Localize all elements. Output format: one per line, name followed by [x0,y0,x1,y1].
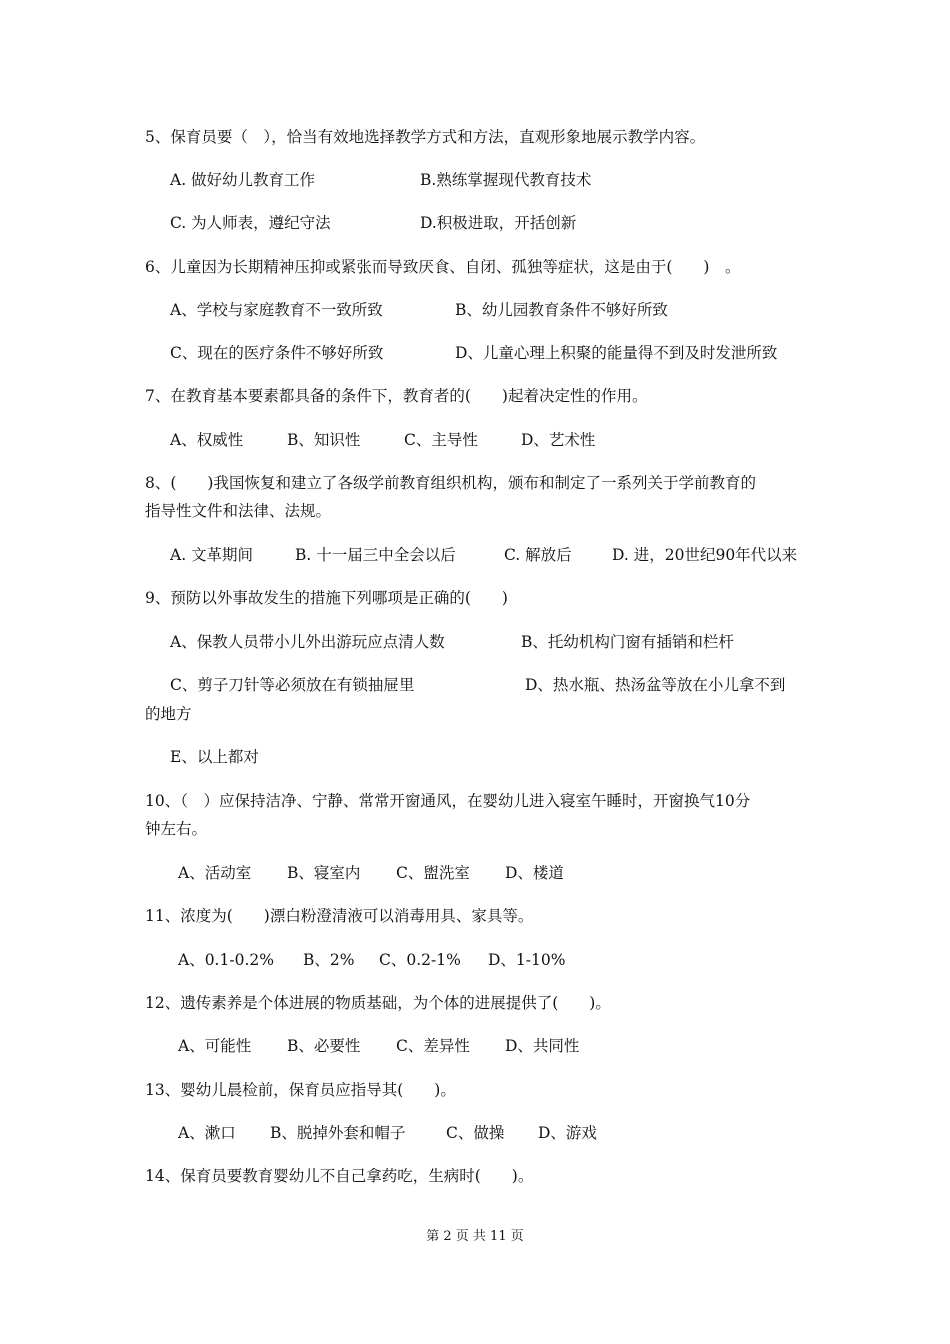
question-10-option-a: A、活动室 [178,864,252,882]
question-10-option-c: C、盥洗室 [396,864,470,882]
question-6-option-b: B、幼儿园教育条件不够好所致 [455,301,668,319]
question-9-option-d: D、热水瓶、热汤盆等放在小儿拿不到 [525,676,786,694]
question-13-option-c: C、做操 [446,1124,505,1142]
question-8-stem-line-2: 指导性文件和法律、法规。 [145,502,332,520]
question-6-stem: 6、儿童因为长期精神压抑或紧张而导致厌食、自闭、孤独等症状，这是由于( ) 。 [145,258,741,276]
question-7-option-a: A、权威性 [170,431,244,449]
question-13-stem: 13、婴幼儿晨检前，保育员应指导其( )。 [145,1081,456,1099]
question-5-option-a: A. 做好幼儿教育工作 [170,171,316,189]
question-9-stem: 9、预防以外事故发生的措施下列哪项是正确的( ) [145,589,508,607]
question-13-option-b: B、脱掉外套和帽子 [270,1124,406,1142]
question-6-option-c: C、现在的医疗条件不够好所致 [170,344,384,362]
question-8-option-c: C. 解放后 [504,546,572,564]
question-12-option-a: A、可能性 [178,1037,252,1055]
question-6-option-a: A、学校与家庭教育不一致所致 [170,301,383,319]
question-12-option-b: B、必要性 [287,1037,361,1055]
question-5-option-c: C. 为人师表，遵纪守法 [170,214,331,232]
question-9-option-d-continuation: 的地方 [145,705,192,723]
question-13-option-a: A、漱口 [178,1124,236,1142]
question-9-option-c: C、剪子刀针等必须放在有锁抽屉里 [170,676,415,694]
question-10-option-d: D、楼道 [505,864,564,882]
question-5-stem: 5、保育员要（ ），恰当有效地选择教学方式和方法，直观形象地展示教学内容。 [145,128,706,146]
question-12-option-d: D、共同性 [505,1037,580,1055]
question-11-option-a: A、0.1-0.2% [178,951,274,969]
question-14-stem: 14、保育员要教育婴幼儿不自己拿药吃，生病时( )。 [145,1167,534,1185]
question-12-stem: 12、遗传素养是个体进展的物质基础，为个体的进展提供了( )。 [145,994,611,1012]
question-8-option-a: A. 文革期间 [170,546,254,564]
question-8-option-b: B. 十一届三中全会以后 [295,546,456,564]
question-7-stem: 7、在教育基本要素都具备的条件下，教育者的( )起着决定性的作用。 [145,387,648,405]
question-9-option-b: B、托幼机构门窗有插销和栏杆 [521,633,734,651]
page-footer: 第 2 页 共 11 页 [426,1229,524,1244]
question-11-stem: 11、浓度为( )漂白粉澄清液可以消毒用具、家具等。 [145,907,534,925]
question-8-option-d: D. 进，20世纪90年代以来 [612,546,798,564]
question-11-option-b: B、2% [303,951,355,969]
question-13-option-d: D、游戏 [538,1124,597,1142]
question-11-option-c: C、0.2-1% [379,951,461,969]
question-5-option-b: B.熟练掌握现代教育技术 [420,171,592,189]
question-10-option-b: B、寝室内 [287,864,361,882]
question-7-option-d: D、艺术性 [521,431,596,449]
question-6-option-d: D、儿童心理上积聚的能量得不到及时发泄所致 [455,344,778,362]
question-9-option-a: A、保教人员带小儿外出游玩应点清人数 [170,633,445,651]
question-7-option-b: B、知识性 [287,431,361,449]
question-11-option-d: D、1-10% [488,951,566,969]
question-8-stem-line-1: 8、( )我国恢复和建立了各级学前教育组织机构，颁布和制定了一系列关于学前教育的 [145,474,756,492]
question-5-option-d: D.积极进取，开括创新 [420,214,577,232]
question-7-option-c: C、主导性 [404,431,478,449]
question-10-stem-line-1: 10、（ ）应保持洁净、宁静、常常开窗通风，在婴幼儿进入寝室午睡时，开窗换气10分 [145,792,751,810]
question-9-option-e: E、以上都对 [170,748,259,766]
question-12-option-c: C、差异性 [396,1037,470,1055]
question-10-stem-line-2: 钟左右。 [145,820,208,838]
